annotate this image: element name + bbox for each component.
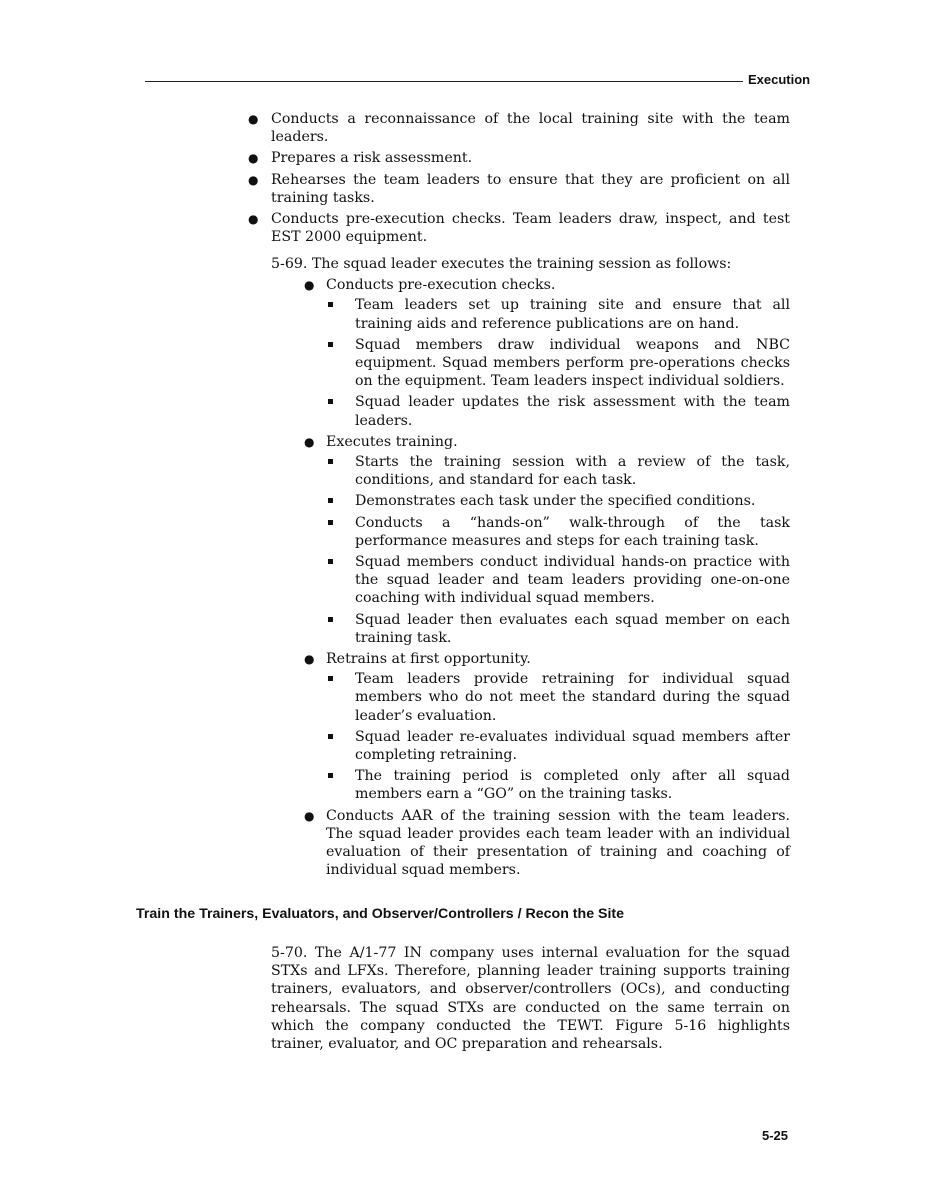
sub-list xyxy=(271,296,790,429)
list-item: ● Conducts AAR of the training session with the team leaders. The squad leader provides each team leader with an individual evaluation of their presentation of training and coaching of individual squad members. xyxy=(304,807,790,879)
bullet-icon: ● xyxy=(248,112,259,126)
section-5-70 xyxy=(271,944,790,1053)
list-item: ● Conducts a reconnaissance of the local training site with the team leaders. xyxy=(248,111,790,146)
sub-list-item: Conducts a “hands-on” walk-through of the task performance measures and steps for each training task. xyxy=(271,514,790,550)
square-bullet-icon xyxy=(328,773,333,778)
bullet-icon: ● xyxy=(248,212,259,227)
header-rule xyxy=(145,81,743,82)
square-bullet-icon xyxy=(328,498,333,503)
list-item: ● Conducts pre-execution checks. Team leaders set up training site and ensure that all training aids and reference publications are on hand. Squad members draw individual weapons and NBC equipment. Squad members perform pre-operations checks on the equipment. Team leaders inspect individual soldiers. Squad leader updates the risk assessment with the team leaders. xyxy=(271,276,790,430)
sub-list-item: The training period is completed only after all squad members earn a “GO” on the training tasks. xyxy=(271,767,790,803)
list-item: ● Conducts pre-execution checks. Team leaders draw, inspect, and test EST 2000 equipment. xyxy=(248,211,790,246)
square-bullet-icon xyxy=(328,459,333,464)
sub-list-item: Squad members conduct individual hands-on practice with the squad leader and team leaders providing one-on-one coaching with individual squad members. xyxy=(271,553,790,608)
bullet-icon: ● xyxy=(304,808,315,823)
list-item: ● Prepares a risk assessment. xyxy=(248,150,473,167)
list-item: ● Retrains at first opportunity. Team leaders provide retraining for individual squad members who do not meet the standard during the squad leader’s evaluation. Squad leader re-evaluates individual squad members after completing retraining. The training period is completed only after all squad members earn a “GO” on the training tasks. xyxy=(271,650,790,804)
sub-list xyxy=(271,453,790,647)
section-5-69 xyxy=(271,255,790,883)
sub-list-item: Demonstrates each task under the specified conditions. xyxy=(271,492,790,510)
sub-list-item: Squad leader updates the risk assessment with the team leaders. xyxy=(271,393,790,429)
bullet-icon: ● xyxy=(304,434,315,449)
bullet-list-b xyxy=(271,276,790,879)
bullet-icon: ● xyxy=(304,652,315,667)
bullet-icon: ● xyxy=(304,278,315,293)
sub-list-item: Squad leader re-evaluates individual squad members after completing retraining. xyxy=(271,728,790,764)
paragraph-5-69: 5-69. The squad leader executes the training session as follows: xyxy=(271,256,732,272)
square-bullet-icon xyxy=(328,617,333,622)
square-bullet-icon xyxy=(328,734,333,739)
square-bullet-icon xyxy=(328,399,333,404)
section-heading: Train the Trainers, Evaluators, and Observer/Controllers / Recon the Site xyxy=(136,906,625,922)
list-item: ● Rehearses the team leaders to ensure that they are proficient on all training tasks. xyxy=(248,171,790,206)
square-bullet-icon xyxy=(328,520,333,525)
square-bullet-icon xyxy=(328,342,333,347)
square-bullet-icon xyxy=(328,559,333,564)
sub-list-item: Squad members draw individual weapons and NBC equipment. Squad members perform pre-operations checks on the equipment. Team leaders inspect individual soldiers. xyxy=(271,336,790,391)
square-bullet-icon xyxy=(328,302,333,307)
sub-list-item: Squad leader then evaluates each squad member on each training task. xyxy=(271,611,790,647)
square-bullet-icon xyxy=(328,676,333,681)
list-item: ● Executes training. Starts the training session with a review of the task, conditions, and standard for each task. Demonstrates each task under the specified conditions. Conducts a “hands-on” walk-through of the task performance measures and steps for each training task. Squad members conduct individual hands-on practice with the squad leader and team leaders providing one-on-one coaching with individual squad members. Squad leader then evaluates each squad member on each training task. xyxy=(271,433,790,647)
list-a-block xyxy=(248,110,790,249)
sub-list-item: Team leaders provide retraining for individual squad members who do not meet the standard during the squad leader’s evaluation. xyxy=(271,670,790,725)
bullet-list-a xyxy=(215,110,790,246)
sub-list-item: Team leaders set up training site and ensure that all training aids and reference publications are on hand. xyxy=(271,296,790,332)
sub-list xyxy=(271,670,790,803)
running-header: Execution xyxy=(748,72,811,87)
paragraph-5-70: 5-70. The A/1-77 IN company uses internal evaluation for the squad STXs and LFXs. Therefore, planning leader training supports training trainers, evaluators, and observer/controllers (OCs), and conducting rehearsals. The squad STXs are conducted on the same terrain on which the company conducted the TEWT. Figure 5-16 highlights trainer, evaluator, and OC preparation and rehearsals. xyxy=(271,945,790,1053)
bullet-icon: ● xyxy=(248,151,259,166)
bullet-icon: ● xyxy=(248,172,259,187)
page-number: 5-25 xyxy=(762,1128,789,1143)
sub-list-item: Starts the training session with a review of the task, conditions, and standard for each task. xyxy=(271,453,790,489)
